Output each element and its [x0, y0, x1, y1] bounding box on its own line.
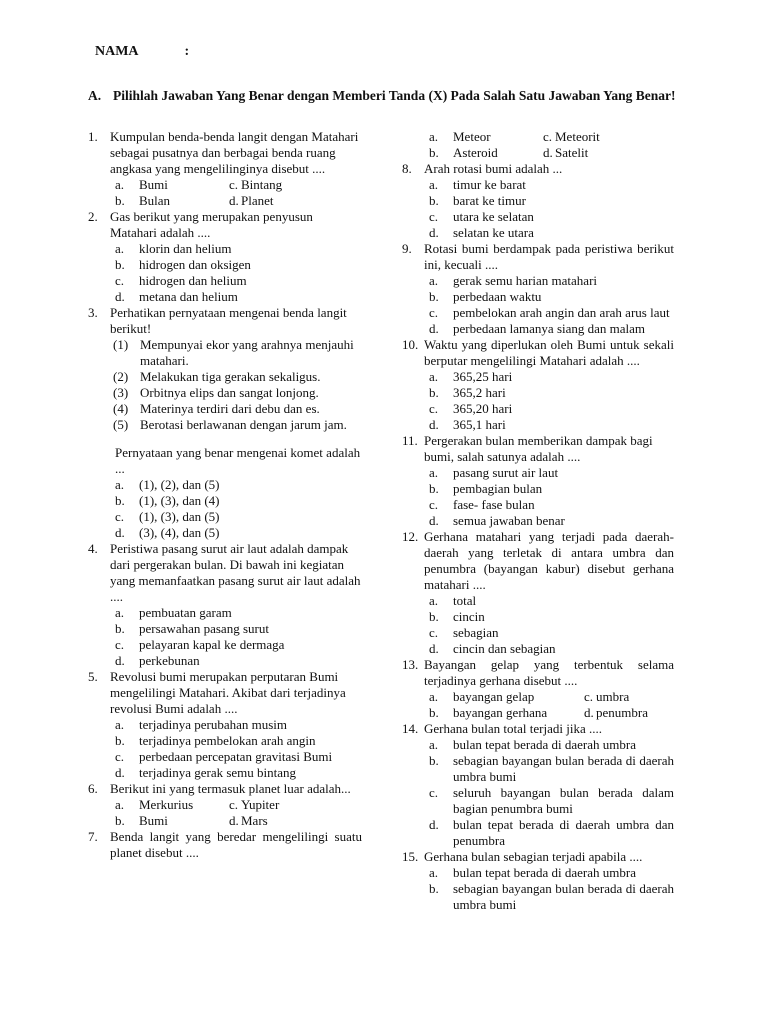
question-prompt: Pernyataan yang benar mengenai komet adalah ... — [115, 445, 361, 476]
question-text: Arah rotasi bumi adalah ... — [424, 161, 563, 176]
question-number: 5. — [88, 669, 98, 684]
option-a[interactable]: a. terjadinya perubahan musim — [115, 717, 288, 732]
question-7 — [88, 829, 362, 861]
option-a[interactable]: a. timur ke barat — [429, 177, 526, 192]
question-5 — [88, 669, 362, 781]
option-c[interactable]: c. utara ke selatan — [429, 209, 534, 224]
question-number: 3. — [88, 305, 98, 320]
name-field-label — [95, 44, 189, 60]
option-b[interactable]: b. Bulan — [115, 193, 171, 208]
question-number: 1. — [88, 129, 98, 144]
question-number: 9. — [402, 241, 412, 256]
statement-2: (2) Melakukan tiga gerakan sekaligus. — [113, 369, 321, 384]
question-text: Gerhana bulan sebagian terjadi apabila .... — [424, 849, 643, 864]
option-b[interactable]: b. hidrogen dan oksigen — [115, 257, 251, 272]
question-6 — [88, 781, 362, 829]
option-b[interactable]: b. sebagian bayangan bulan berada di daerah umbra bumi — [429, 753, 674, 784]
question-number: 13. — [402, 657, 419, 672]
option-d[interactable]: d. metana dan helium — [115, 289, 238, 304]
question-8 — [402, 161, 674, 241]
option-c[interactable]: c. 365,20 hari — [429, 401, 513, 416]
option-d[interactable]: d. 365,1 hari — [429, 417, 506, 432]
option-b[interactable]: b. pembagian bulan — [429, 481, 543, 496]
question-number: 11. — [402, 433, 418, 448]
section-letter: A. — [88, 88, 102, 103]
option-c[interactable]: c. hidrogen dan helium — [115, 273, 247, 288]
option-b[interactable]: b. Asteroid — [429, 145, 498, 160]
question-text: Benda langit yang beredar mengelilingi suatu planet disebut .... — [110, 829, 362, 860]
option-c[interactable]: c. Bintang — [229, 177, 283, 192]
option-d[interactable]: d. selatan ke utara — [429, 225, 534, 240]
statement-3: (3) Orbitnya elips dan sangat lonjong. — [113, 385, 319, 400]
question-13 — [402, 657, 674, 721]
question-text: Pergerakan bulan memberikan dampak bagi bumi, salah satunya adalah .... — [424, 433, 653, 464]
option-a[interactable]: a. pembuatan garam — [115, 605, 232, 620]
option-a[interactable]: a. klorin dan helium — [115, 241, 232, 256]
section-heading — [88, 88, 688, 104]
question-11 — [402, 433, 674, 529]
option-a[interactable]: a. gerak semu harian matahari — [429, 273, 598, 288]
option-d[interactable]: d. Planet — [229, 193, 274, 208]
option-b[interactable]: b. bayangan gerhana — [429, 705, 548, 720]
question-text: Gerhana matahari yang terjadi pada daerah-daerah yang terletak di antara umbra dan penumbra (bayangan kabur) disebut gerhana matahari .... — [424, 529, 674, 592]
question-15 — [402, 849, 674, 913]
option-a[interactable]: a. 365,25 hari — [429, 369, 513, 384]
question-text: Perhatikan pernyataan mengenai benda langit berikut! — [110, 305, 347, 336]
option-d[interactable]: d. penumbra — [584, 705, 648, 720]
option-d[interactable]: d. Satelit — [543, 145, 589, 160]
option-b[interactable]: b. 365,2 hari — [429, 385, 506, 400]
option-a[interactable]: a. bayangan gelap — [429, 689, 535, 704]
question-number: 15. — [402, 849, 419, 864]
option-c[interactable]: c. seluruh bayangan bulan berada dalam bagian penumbra bumi — [429, 785, 674, 816]
question-text: Revolusi bumi merupakan perputaran Bumi mengelilingi Matahari. Akibat dari terjadinya revolusi Bumi adalah .... — [110, 669, 346, 716]
question-text: Waktu yang diperlukan oleh Bumi untuk sekali berputar mengelilingi Matahari adalah .... — [424, 337, 674, 368]
question-1 — [88, 129, 362, 209]
option-c[interactable]: c. pelayaran kapal ke dermaga — [115, 637, 285, 652]
option-d[interactable]: d. perbedaan lamanya siang dan malam — [429, 321, 646, 336]
option-a[interactable]: a. Bumi — [115, 177, 168, 192]
question-12 — [402, 529, 674, 657]
name-colon: : — [184, 44, 190, 59]
question-text: Gerhana bulan total terjadi jika .... — [424, 721, 602, 736]
question-number: 8. — [402, 161, 412, 176]
option-a[interactable]: a. pasang surut air laut — [429, 465, 559, 480]
option-c[interactable]: c. sebagian — [429, 625, 499, 640]
option-b[interactable]: b. terjadinya pembelokan arah angin — [115, 733, 316, 748]
option-d[interactable]: d. cincin dan sebagian — [429, 641, 556, 656]
question-9 — [402, 241, 674, 337]
option-b[interactable]: b. (1), (3), dan (4) — [115, 493, 220, 508]
question-10 — [402, 337, 674, 433]
option-a[interactable]: a. total — [429, 593, 477, 608]
option-a[interactable]: a. Merkurius — [115, 797, 194, 812]
question-number: 2. — [88, 209, 98, 224]
question-number: 14. — [402, 721, 419, 736]
question-number: 7. — [88, 829, 98, 844]
statement-5: (5) Berotasi berlawanan dengan jarum jam. — [113, 417, 347, 432]
option-b[interactable]: b. perbedaan waktu — [429, 289, 542, 304]
option-c[interactable]: c. perbedaan percepatan gravitasi Bumi — [115, 749, 333, 764]
option-d[interactable]: d. semua jawaban benar — [429, 513, 565, 528]
option-d[interactable]: d. Mars — [229, 813, 268, 828]
option-d[interactable]: d. (3), (4), dan (5) — [115, 525, 220, 540]
question-2 — [88, 209, 362, 305]
question-4 — [88, 541, 362, 669]
question-number: 10. — [402, 337, 419, 352]
option-a[interactable]: a. Meteor — [429, 129, 491, 144]
question-14 — [402, 721, 674, 849]
question-7-options — [402, 129, 674, 161]
option-c[interactable]: c. umbra — [584, 689, 630, 704]
option-c[interactable]: c. Yupiter — [229, 797, 280, 812]
question-text: Gas berikut yang merupakan penyusun Matahari adalah .... — [110, 209, 313, 240]
question-number: 12. — [402, 529, 419, 544]
question-text: Bayangan gelap yang terbentuk selama terjadinya gerhana disebut .... — [424, 657, 674, 688]
option-c[interactable]: c. (1), (3), dan (5) — [115, 509, 220, 524]
left-column — [88, 129, 362, 861]
right-column — [402, 129, 674, 913]
question-text: Rotasi bumi berdampak pada peristiwa berikut ini, kecuali .... — [424, 241, 674, 272]
option-d[interactable]: d. terjadinya gerak semu bintang — [115, 765, 297, 780]
option-d[interactable]: d. bulan tepat berada di daerah umbra dan penumbra — [429, 817, 674, 848]
question-number: 6. — [88, 781, 98, 796]
question-text: Kumpulan benda-benda langit dengan Matahari sebagai pusatnya dan berbagai benda ruang angkasa yang mengelilinginya disebut .... — [110, 129, 359, 176]
option-a[interactable]: a. bulan tepat berada di daerah umbra — [429, 737, 636, 752]
statement-1: (1) Mempunyai ekor yang arahnya menjauhi matahari. — [113, 337, 354, 368]
option-c[interactable]: c. pembelokan arah angin dan arah arus laut — [429, 305, 670, 320]
option-b[interactable]: b. sebagian bayangan bulan berada di daerah umbra bumi — [429, 881, 674, 912]
option-b[interactable]: b. persawahan pasang surut — [115, 621, 269, 636]
name-label: NAMA — [95, 44, 139, 59]
option-d[interactable]: d. perkebunan — [115, 653, 200, 668]
option-b[interactable]: b. cincin — [429, 609, 485, 624]
section-instruction: Pilihlah Jawaban Yang Benar dengan Memberi Tanda (X) Pada Salah Satu Jawaban Yang Benar! — [113, 88, 676, 103]
question-text: Peristiwa pasang surut air laut adalah dampak dari pergerakan bulan. Di bawah ini kegiatan yang memanfaatkan pasang surut air laut adalah .... — [110, 541, 361, 604]
question-number: 4. — [88, 541, 98, 556]
option-a[interactable]: a. bulan tepat berada di daerah umbra — [429, 865, 636, 880]
option-c[interactable]: c. fase- fase bulan — [429, 497, 535, 512]
option-a[interactable]: a. (1), (2), dan (5) — [115, 477, 220, 492]
option-c[interactable]: c. Meteorit — [543, 129, 600, 144]
question-3 — [88, 305, 362, 541]
option-b[interactable]: b. Bumi — [115, 813, 168, 828]
question-text: Berikut ini yang termasuk planet luar adalah... — [110, 781, 351, 796]
option-b[interactable]: b. barat ke timur — [429, 193, 526, 208]
statement-4: (4) Materinya terdiri dari debu dan es. — [113, 401, 320, 416]
